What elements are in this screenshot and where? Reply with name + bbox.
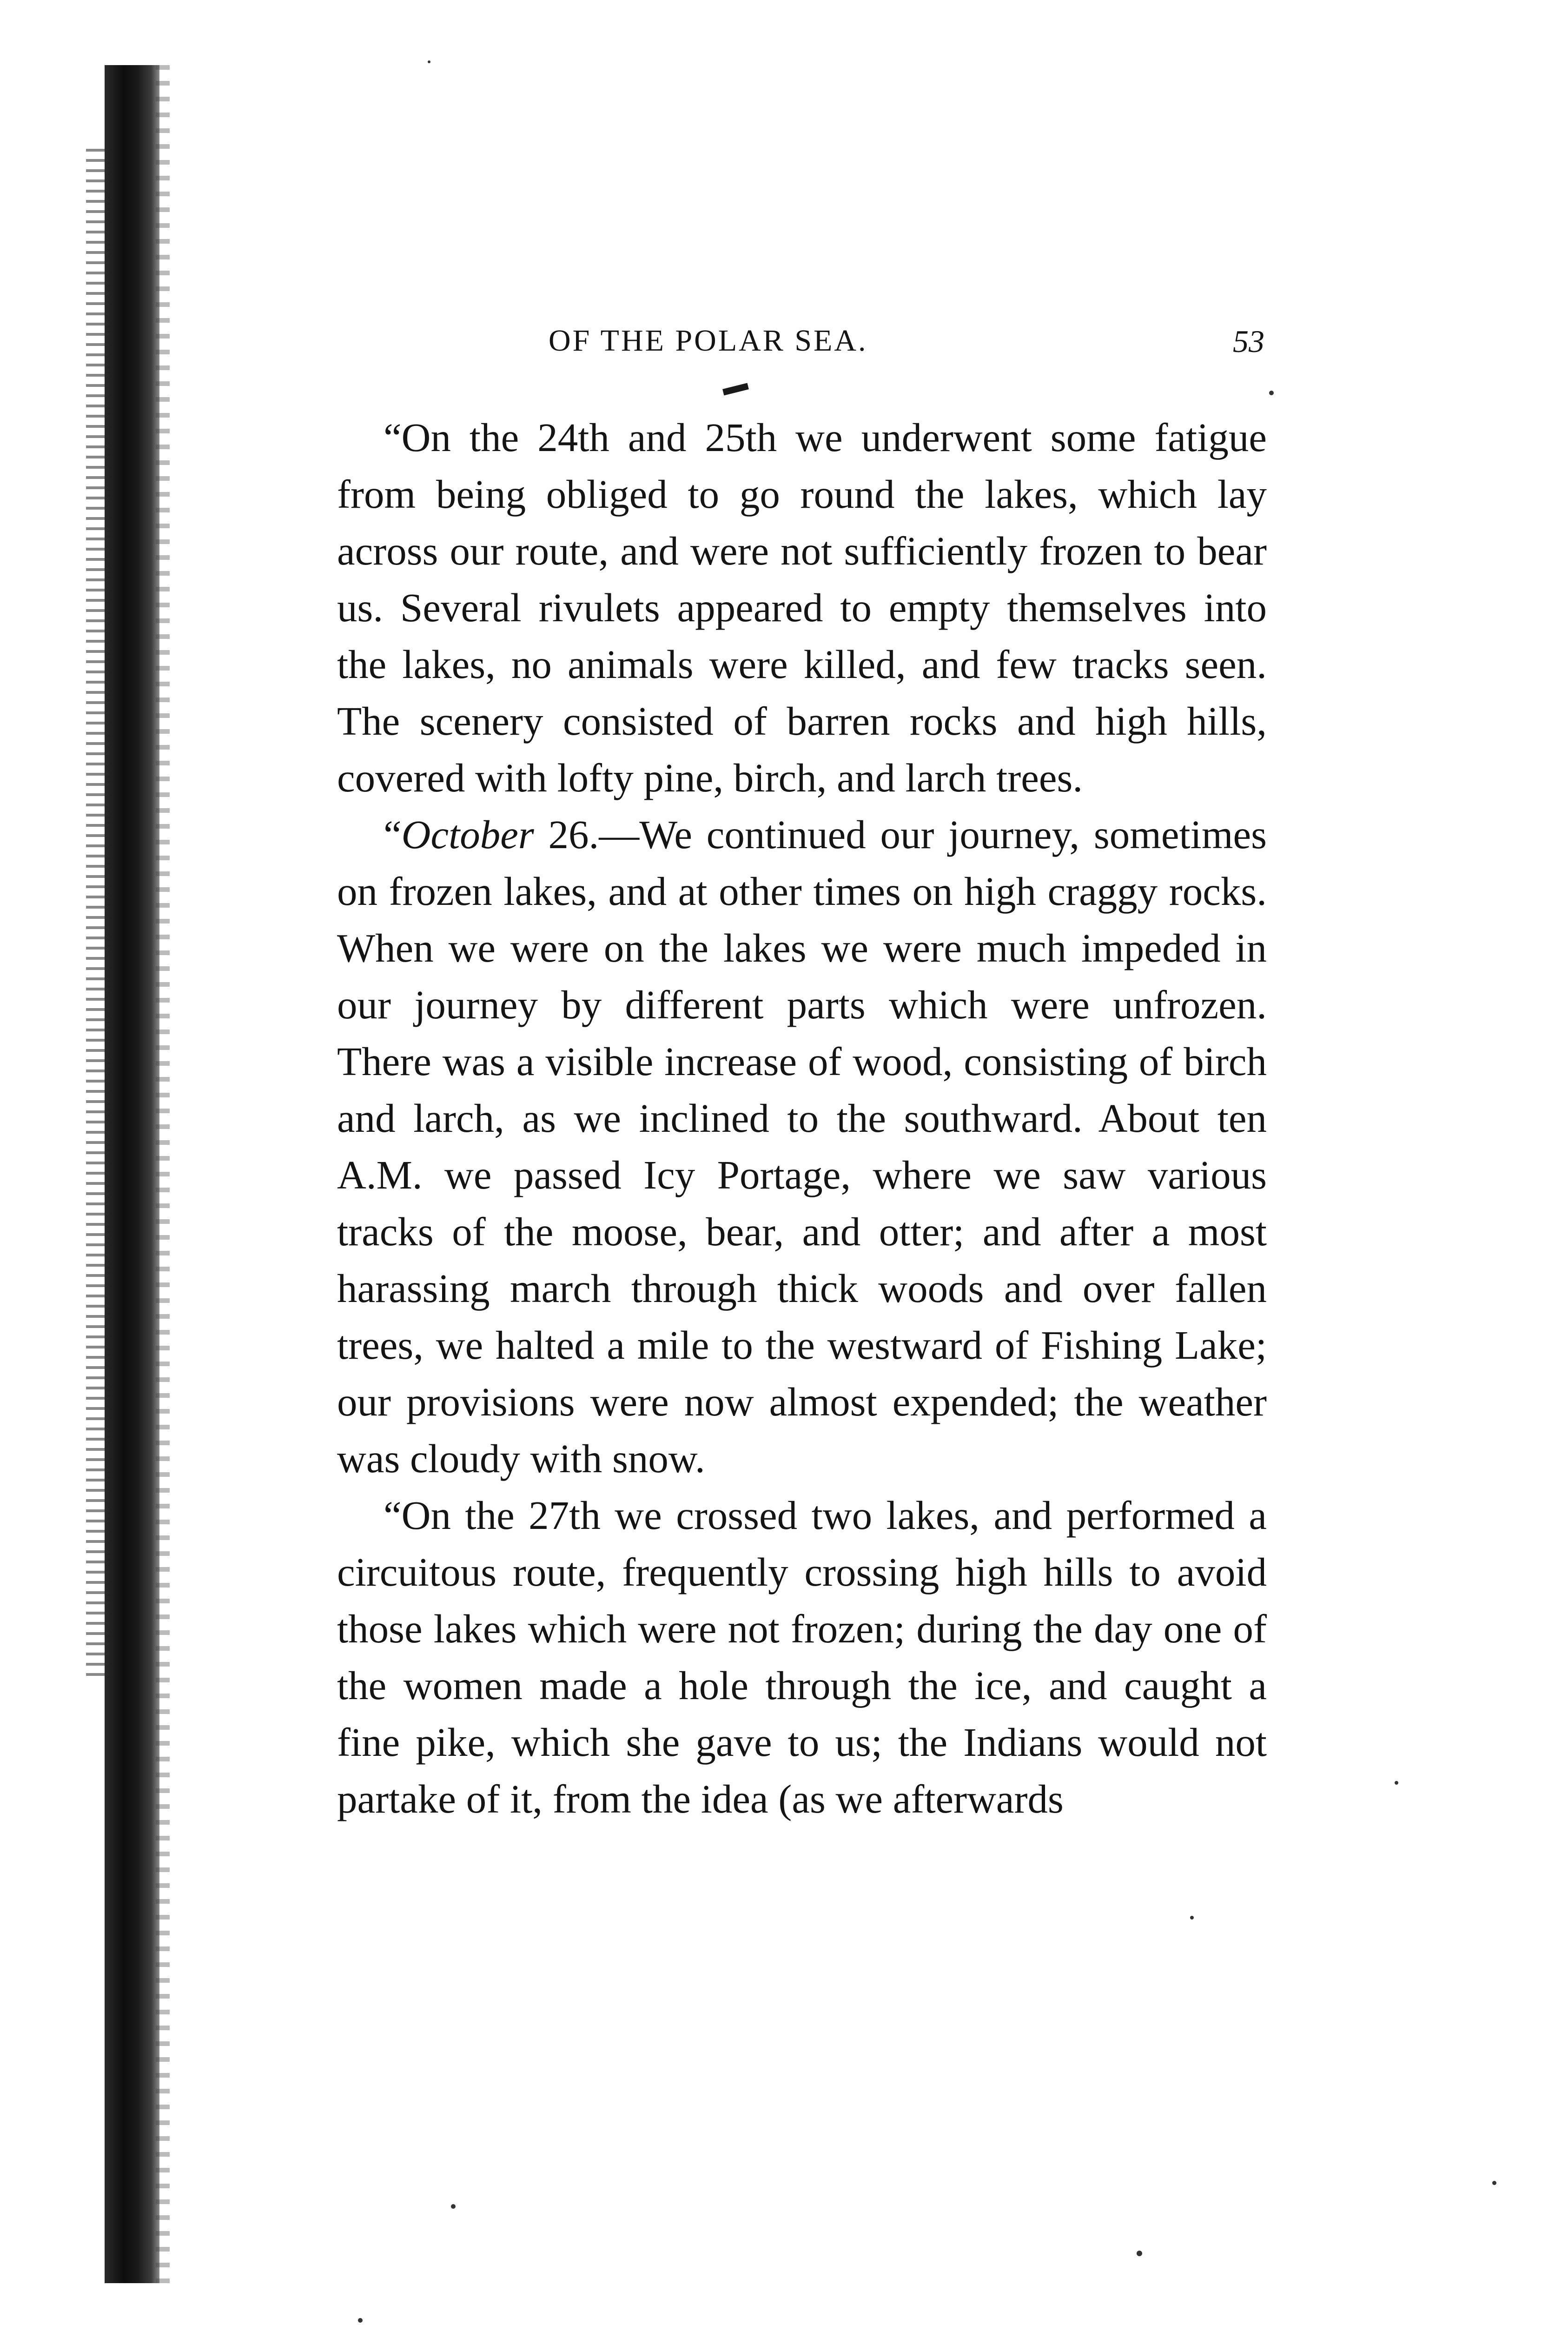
- ink-mark: [722, 383, 749, 396]
- paragraph-1: “On the 24th and 25th we underwent some fatigue from being obliged to go round the lakes, which lay across our route, and were not sufficiently frozen to bear us. Several rivulets appeared to empty themselves into the lakes, no animals were killed, and few tracks seen. The scenery consisted of barren rocks and high hills, covered with lofty pine, birch, and larch trees.: [337, 415, 1267, 800]
- running-head: [335, 323, 1264, 374]
- paragraph-3: “On the 27th we crossed two lakes, and performed a circuitous route, frequently crossing high hills to avoid those lakes which were not frozen; during the day one of the women made a hole through the ice, and caught a fine pike, which she gave to us; the Indians would not partake of it, from the idea (as we afterwards: [337, 1493, 1267, 1821]
- scan-speck: [451, 2204, 456, 2209]
- paragraph-2: [337, 806, 1267, 1487]
- running-title: OF THE POLAR SEA.: [549, 324, 868, 358]
- scan-speck: [428, 60, 430, 63]
- scan-speck: [1492, 2181, 1496, 2185]
- scan-speck: [1137, 2251, 1142, 2256]
- scan-speck: [1190, 1916, 1194, 1920]
- paragraph-2-date: October: [401, 812, 534, 857]
- scan-speck: [1395, 1781, 1398, 1785]
- scan-speck: [358, 2318, 363, 2323]
- page-number: 53: [1233, 324, 1264, 359]
- body-text: [337, 409, 1267, 1827]
- paragraph-2-quote: “: [384, 812, 402, 857]
- binding-gutter: [105, 65, 159, 2283]
- paragraph-2-text: 26.—We continued our journey, sometimes on frozen lakes, and at other times on high craggy rocks. When we were on the lakes we were much impeded in our journey by different parts which were unfrozen. There was a visible increase of wood, consisting of birch and larch, as we inclined to the southward. About ten A.M. we passed Icy Portage, where we saw various tracks of the moose, bear, and otter; and after a most harassing march through thick woods and over fallen trees, we halted a mile to the westward of Fishing Lake; our provisions were now almost expended; the weather was cloudy with snow.: [337, 812, 1267, 1481]
- scan-speck: [1269, 391, 1274, 395]
